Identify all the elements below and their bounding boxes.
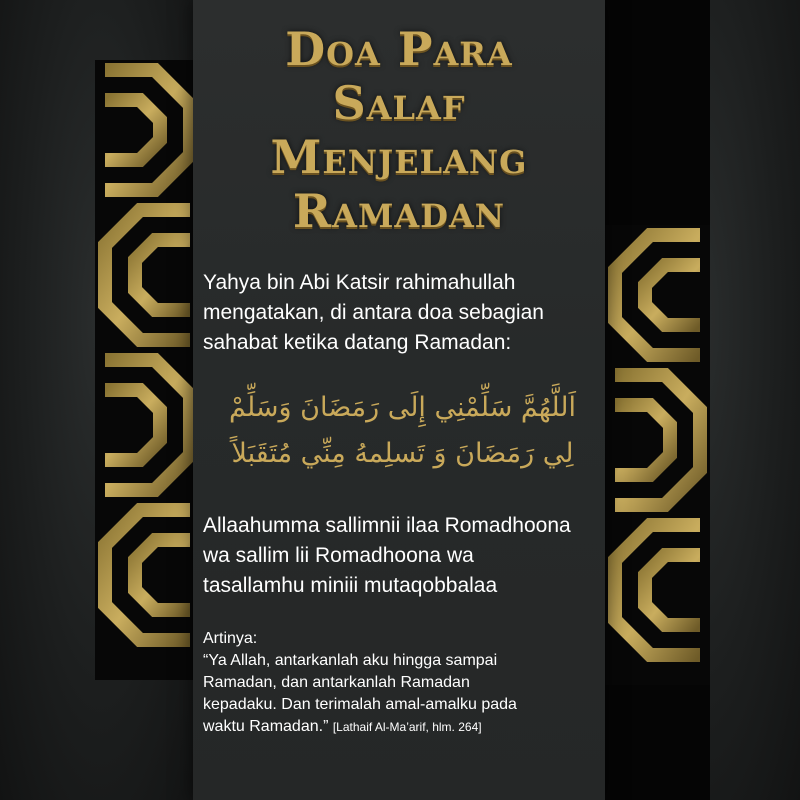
meaning-line: kepadaku. Dan terimalah amal-amalku pada xyxy=(203,696,517,713)
meaning-label: Artinya: xyxy=(203,630,258,647)
meaning-line: waktu Ramadan.” xyxy=(203,718,329,735)
arabic-line: لِي رَمَضَانَ وَ تَسلِمهُ مِنِّي مُتَقَبَلاً xyxy=(231,438,574,469)
transliteration-line: Allaahumma sallimnii ilaa Romadhoona xyxy=(203,514,571,537)
title-line: Doa Para xyxy=(285,22,513,76)
meaning-line: Ramadan, dan antarkanlah Ramadan xyxy=(203,674,470,691)
intro-paragraph xyxy=(203,268,598,358)
poster-title xyxy=(193,22,605,238)
meaning-line: “Ya Allah, antarkanlah aku hingga sampai xyxy=(203,652,498,669)
title-line: Menjelang xyxy=(270,130,528,184)
arabic-prayer xyxy=(205,385,600,477)
gold-geometric-ornament-right xyxy=(605,225,710,685)
intro-line: sahabat ketika datang Ramadan: xyxy=(203,331,512,354)
source-citation: [Lathaif Al-Ma’arif, hlm. 264] xyxy=(332,720,482,734)
arabic-line: اَللَّهُمَّ سَلِّمْنِي إِلَى رَمَضَانَ وَسَلِّمْ xyxy=(228,392,576,423)
transliteration-paragraph xyxy=(203,511,603,601)
title-line: Salaf xyxy=(332,76,466,130)
meaning-last-line xyxy=(203,716,598,738)
transliteration-line: tasallamhu miniii mutaqobbalaa xyxy=(203,574,498,597)
meaning-paragraph xyxy=(203,628,598,738)
transliteration-line: wa sallim lii Romadhoona wa xyxy=(203,544,474,567)
gold-geometric-ornament-left xyxy=(95,60,200,680)
intro-line: Yahya bin Abi Katsir rahimahullah xyxy=(203,271,516,294)
title-line: Ramadan xyxy=(292,184,506,238)
intro-line: mengatakan, di antara doa sebagian xyxy=(203,301,544,324)
